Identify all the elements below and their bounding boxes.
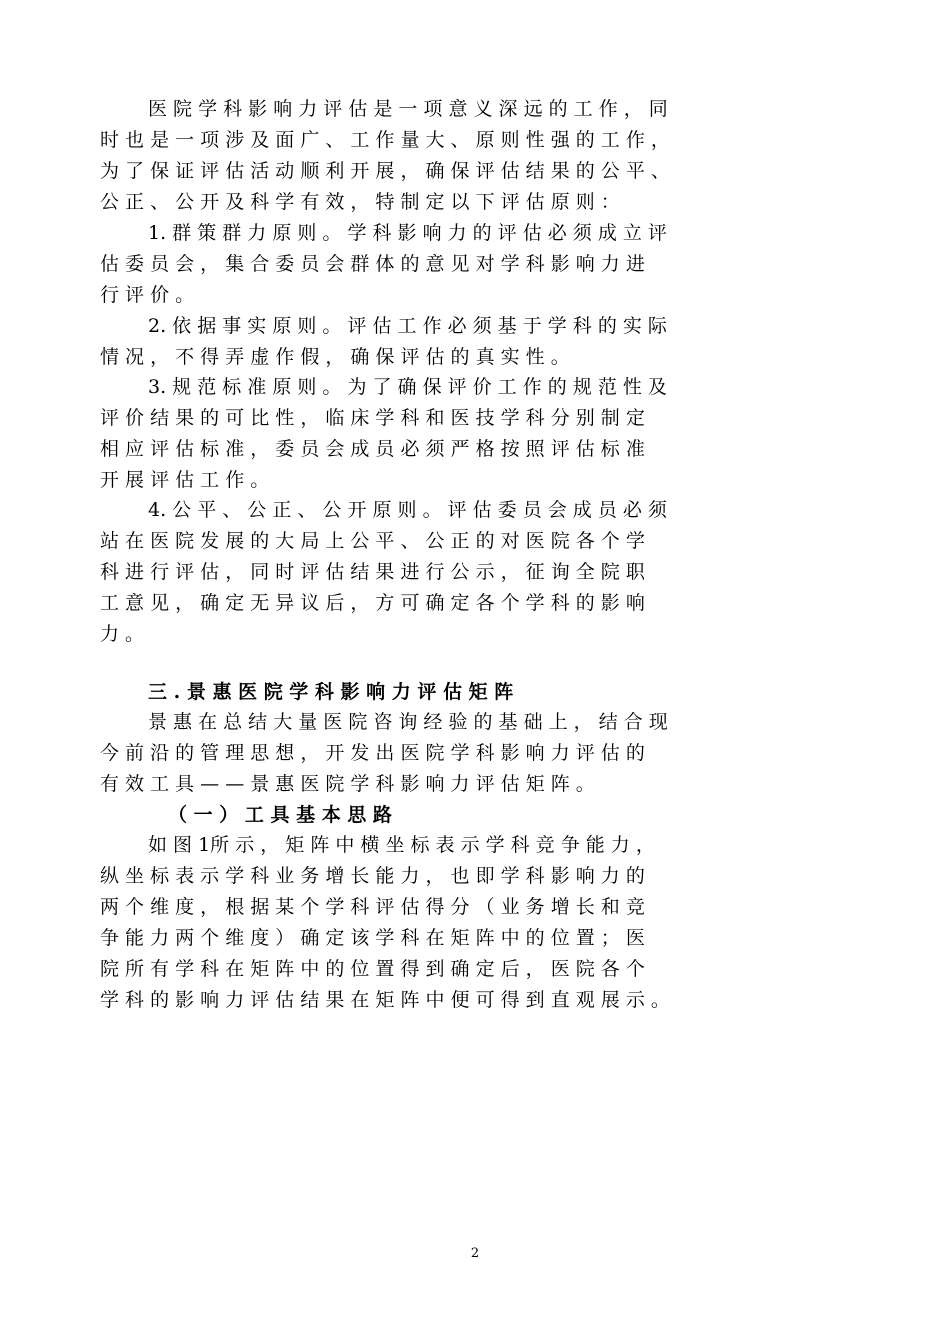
principle-1-line-3: 行 评 价 。: [100, 284, 195, 306]
principle-3-line-3: 相 应 评 估 标 准 ， 委 员 会 成 员 必 须 严 格 按 照 评 估 标 准: [100, 438, 645, 460]
principle-3-line-1: 3. 规 范 标 准 原 则 。 为 了 确 保 评 价 工 作 的 规 范 性 及: [148, 376, 667, 398]
subsection-paragraph-line-3: 两 个 维 度 ， 根 据 某 个 学 科 评 估 得 分 （ 业 务 增 长 和 竞: [100, 896, 645, 918]
principle-4-line-4: 工 意 见 ， 确 定 无 异 议 后 ， 方 可 确 定 各 个 学 科 的 影 响: [100, 592, 645, 614]
subsection-heading-1: （ 一 ） 工 具 基 本 思 路: [168, 804, 392, 826]
principle-4-line-1: 4. 公 平 、 公 正 、 公 开 原 则 。 评 估 委 员 会 成 员 必 须: [148, 499, 667, 521]
page-number: 2: [470, 1246, 480, 1261]
paragraph-intro-line-1: 医 院 学 科 影 响 力 评 估 是 一 项 意 义 深 远 的 工 作 ， 同: [148, 98, 668, 120]
principle-2-line-2: 情 况 ， 不 得 弄 虚 作 假 ， 确 保 评 估 的 真 实 性 。: [100, 346, 570, 368]
subsection-paragraph-line-6: 学 科 的 影 响 力 评 估 结 果 在 矩 阵 中 便 可 得 到 直 观 展 示 。: [100, 989, 670, 1011]
principle-4-line-5: 力 。: [100, 623, 145, 645]
principle-3-line-2: 评 价 结 果 的 可 比 性 ， 临 床 学 科 和 医 技 学 科 分 别 制 定: [100, 407, 645, 429]
principle-2-line-1: 2. 依 据 事 实 原 则 。 评 估 工 作 必 须 基 于 学 科 的 实 际: [148, 315, 667, 337]
principle-4-line-2: 站 在 医 院 发 展 的 大 局 上 公 平 、 公 正 的 对 医 院 各 个 学: [100, 530, 645, 552]
subsection-paragraph-line-4: 争 能 力 两 个 维 度 ） 确 定 该 学 科 在 矩 阵 中 的 位 置 ； 医: [100, 927, 645, 949]
subsection-paragraph-line-1: 如 图 1所 示 ， 矩 阵 中 横 坐 标 表 示 学 科 竞 争 能 力 ，: [148, 834, 655, 856]
principle-1-line-2: 估 委 员 会 ， 集 合 委 员 会 群 体 的 意 见 对 学 科 影 响 力 进: [100, 253, 645, 275]
subsection-paragraph-line-2: 纵 坐 标 表 示 学 科 业 务 增 长 能 力 ， 也 即 学 科 影 响 力 的: [100, 865, 645, 887]
section-3-paragraph-line-2: 今 前 沿 的 管 理 思 想 ， 开 发 出 医 院 学 科 影 响 力 评 估 的: [100, 742, 645, 764]
paragraph-intro-line-4: 公 正 、 公 开 及 科 学 有 效 ， 特 制 定 以 下 评 估 原 则 ：: [100, 191, 620, 213]
paragraph-intro-line-2: 时 也 是 一 项 涉 及 面 广 、 工 作 量 大 、 原 则 性 强 的 工 作 ，: [100, 129, 670, 151]
section-3-paragraph-line-3: 有 效 工 具 — — 景 惠 医 院 学 科 影 响 力 评 估 矩 阵 。: [100, 773, 595, 795]
principle-3-line-4: 开 展 评 估 工 作 。: [100, 469, 270, 491]
paragraph-intro-line-3: 为 了 保 证 评 估 活 动 顺 利 开 展 ， 确 保 评 估 结 果 的 公 平 、: [100, 160, 670, 182]
subsection-paragraph-line-5: 院 所 有 学 科 在 矩 阵 中 的 位 置 得 到 确 定 后 ， 医 院 各 个: [100, 958, 645, 980]
principle-1-line-1: 1. 群 策 群 力 原 则 。 学 科 影 响 力 的 评 估 必 须 成 立 评: [148, 222, 667, 244]
principle-4-line-3: 科 进 行 评 估 ， 同 时 评 估 结 果 进 行 公 示 ， 征 询 全 院 职: [100, 561, 645, 583]
section-3-paragraph-line-1: 景 惠 在 总 结 大 量 医 院 咨 询 经 验 的 基 础 上 ， 结 合 现: [148, 711, 668, 733]
section-heading-3: 三 . 景 惠 医 院 学 科 影 响 力 评 估 矩 阵: [148, 681, 514, 703]
